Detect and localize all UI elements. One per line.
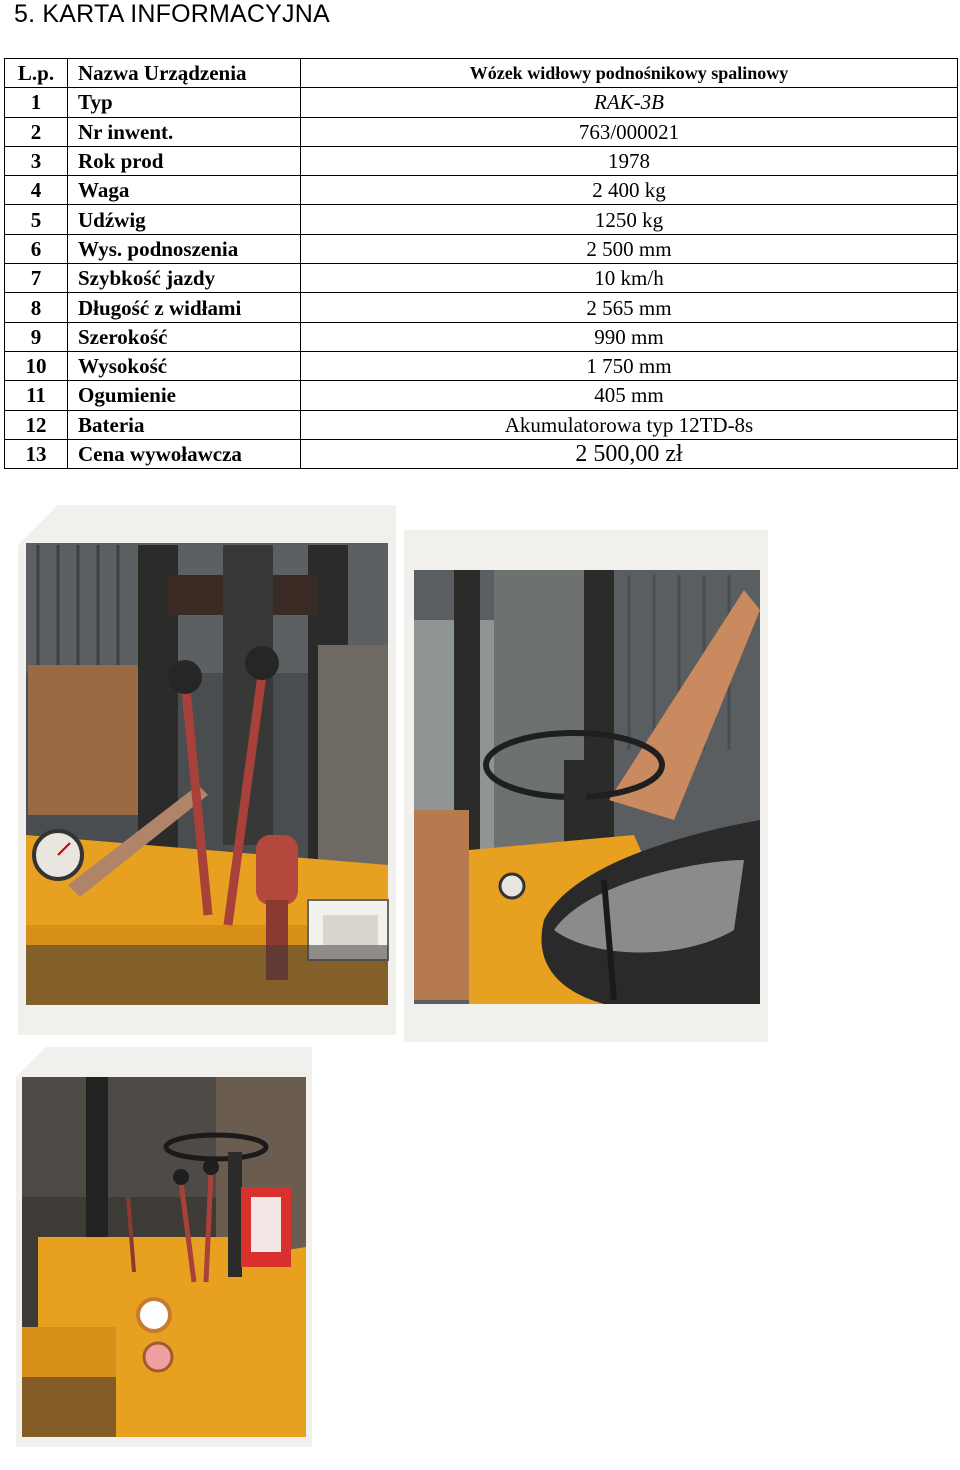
row-num: 12 (5, 410, 68, 439)
row-value: 2 400 kg (301, 176, 958, 205)
header-value: Wózek widłowy podnośnikowy spalinowy (301, 59, 958, 88)
row-num: 10 (5, 351, 68, 380)
table-row (5, 293, 958, 322)
info-table (4, 58, 958, 469)
row-value: 405 mm (301, 381, 958, 410)
row-label: Wys. podnoszenia (68, 234, 301, 263)
row-label: Typ (68, 88, 301, 117)
table-row (5, 439, 958, 468)
row-value: 990 mm (301, 322, 958, 351)
photo-forklift-steering (404, 530, 768, 1042)
table-row (5, 381, 958, 410)
row-value: 1250 kg (301, 205, 958, 234)
row-label: Szerokość (68, 322, 301, 351)
row-num: 5 (5, 205, 68, 234)
table-row (5, 146, 958, 175)
row-num: 7 (5, 264, 68, 293)
row-label: Ogumienie (68, 381, 301, 410)
row-label: Rok prod (68, 146, 301, 175)
row-num: 1 (5, 88, 68, 117)
header-num: L.p. (5, 59, 68, 88)
row-label: Długość z widłami (68, 293, 301, 322)
row-label: Bateria (68, 410, 301, 439)
row-value: 2 565 mm (301, 293, 958, 322)
table-row (5, 176, 958, 205)
table-row (5, 264, 958, 293)
row-num: 11 (5, 381, 68, 410)
row-label: Nr inwent. (68, 117, 301, 146)
row-num: 8 (5, 293, 68, 322)
table-header-row (5, 59, 958, 88)
table-row (5, 117, 958, 146)
header-label: Nazwa Urządzenia (68, 59, 301, 88)
row-label: Udźwig (68, 205, 301, 234)
row-value: 1 750 mm (301, 351, 958, 380)
row-value: 10 km/h (301, 264, 958, 293)
table-row (5, 234, 958, 263)
row-value: 1978 (301, 146, 958, 175)
row-num: 3 (5, 146, 68, 175)
row-label: Szybkość jazdy (68, 264, 301, 293)
row-value: RAK-3B (301, 88, 958, 117)
row-label: Cena wywoławcza (68, 439, 301, 468)
row-num: 2 (5, 117, 68, 146)
page-title: 5. KARTA INFORMACYJNA (14, 0, 330, 28)
table-row (5, 88, 958, 117)
row-label: Wysokość (68, 351, 301, 380)
table-row (5, 351, 958, 380)
row-num: 13 (5, 439, 68, 468)
table-row (5, 205, 958, 234)
row-value: Akumulatorowa typ 12TD-8s (301, 410, 958, 439)
row-value: 2 500,00 zł (301, 439, 958, 468)
row-value: 2 500 mm (301, 234, 958, 263)
table-row (5, 322, 958, 351)
row-label: Waga (68, 176, 301, 205)
row-value: 763/000021 (301, 117, 958, 146)
photo-forklift-levers (18, 505, 396, 1035)
row-num: 9 (5, 322, 68, 351)
photo-forklift-side (16, 1047, 312, 1447)
table-row (5, 410, 958, 439)
row-num: 4 (5, 176, 68, 205)
row-num: 6 (5, 234, 68, 263)
